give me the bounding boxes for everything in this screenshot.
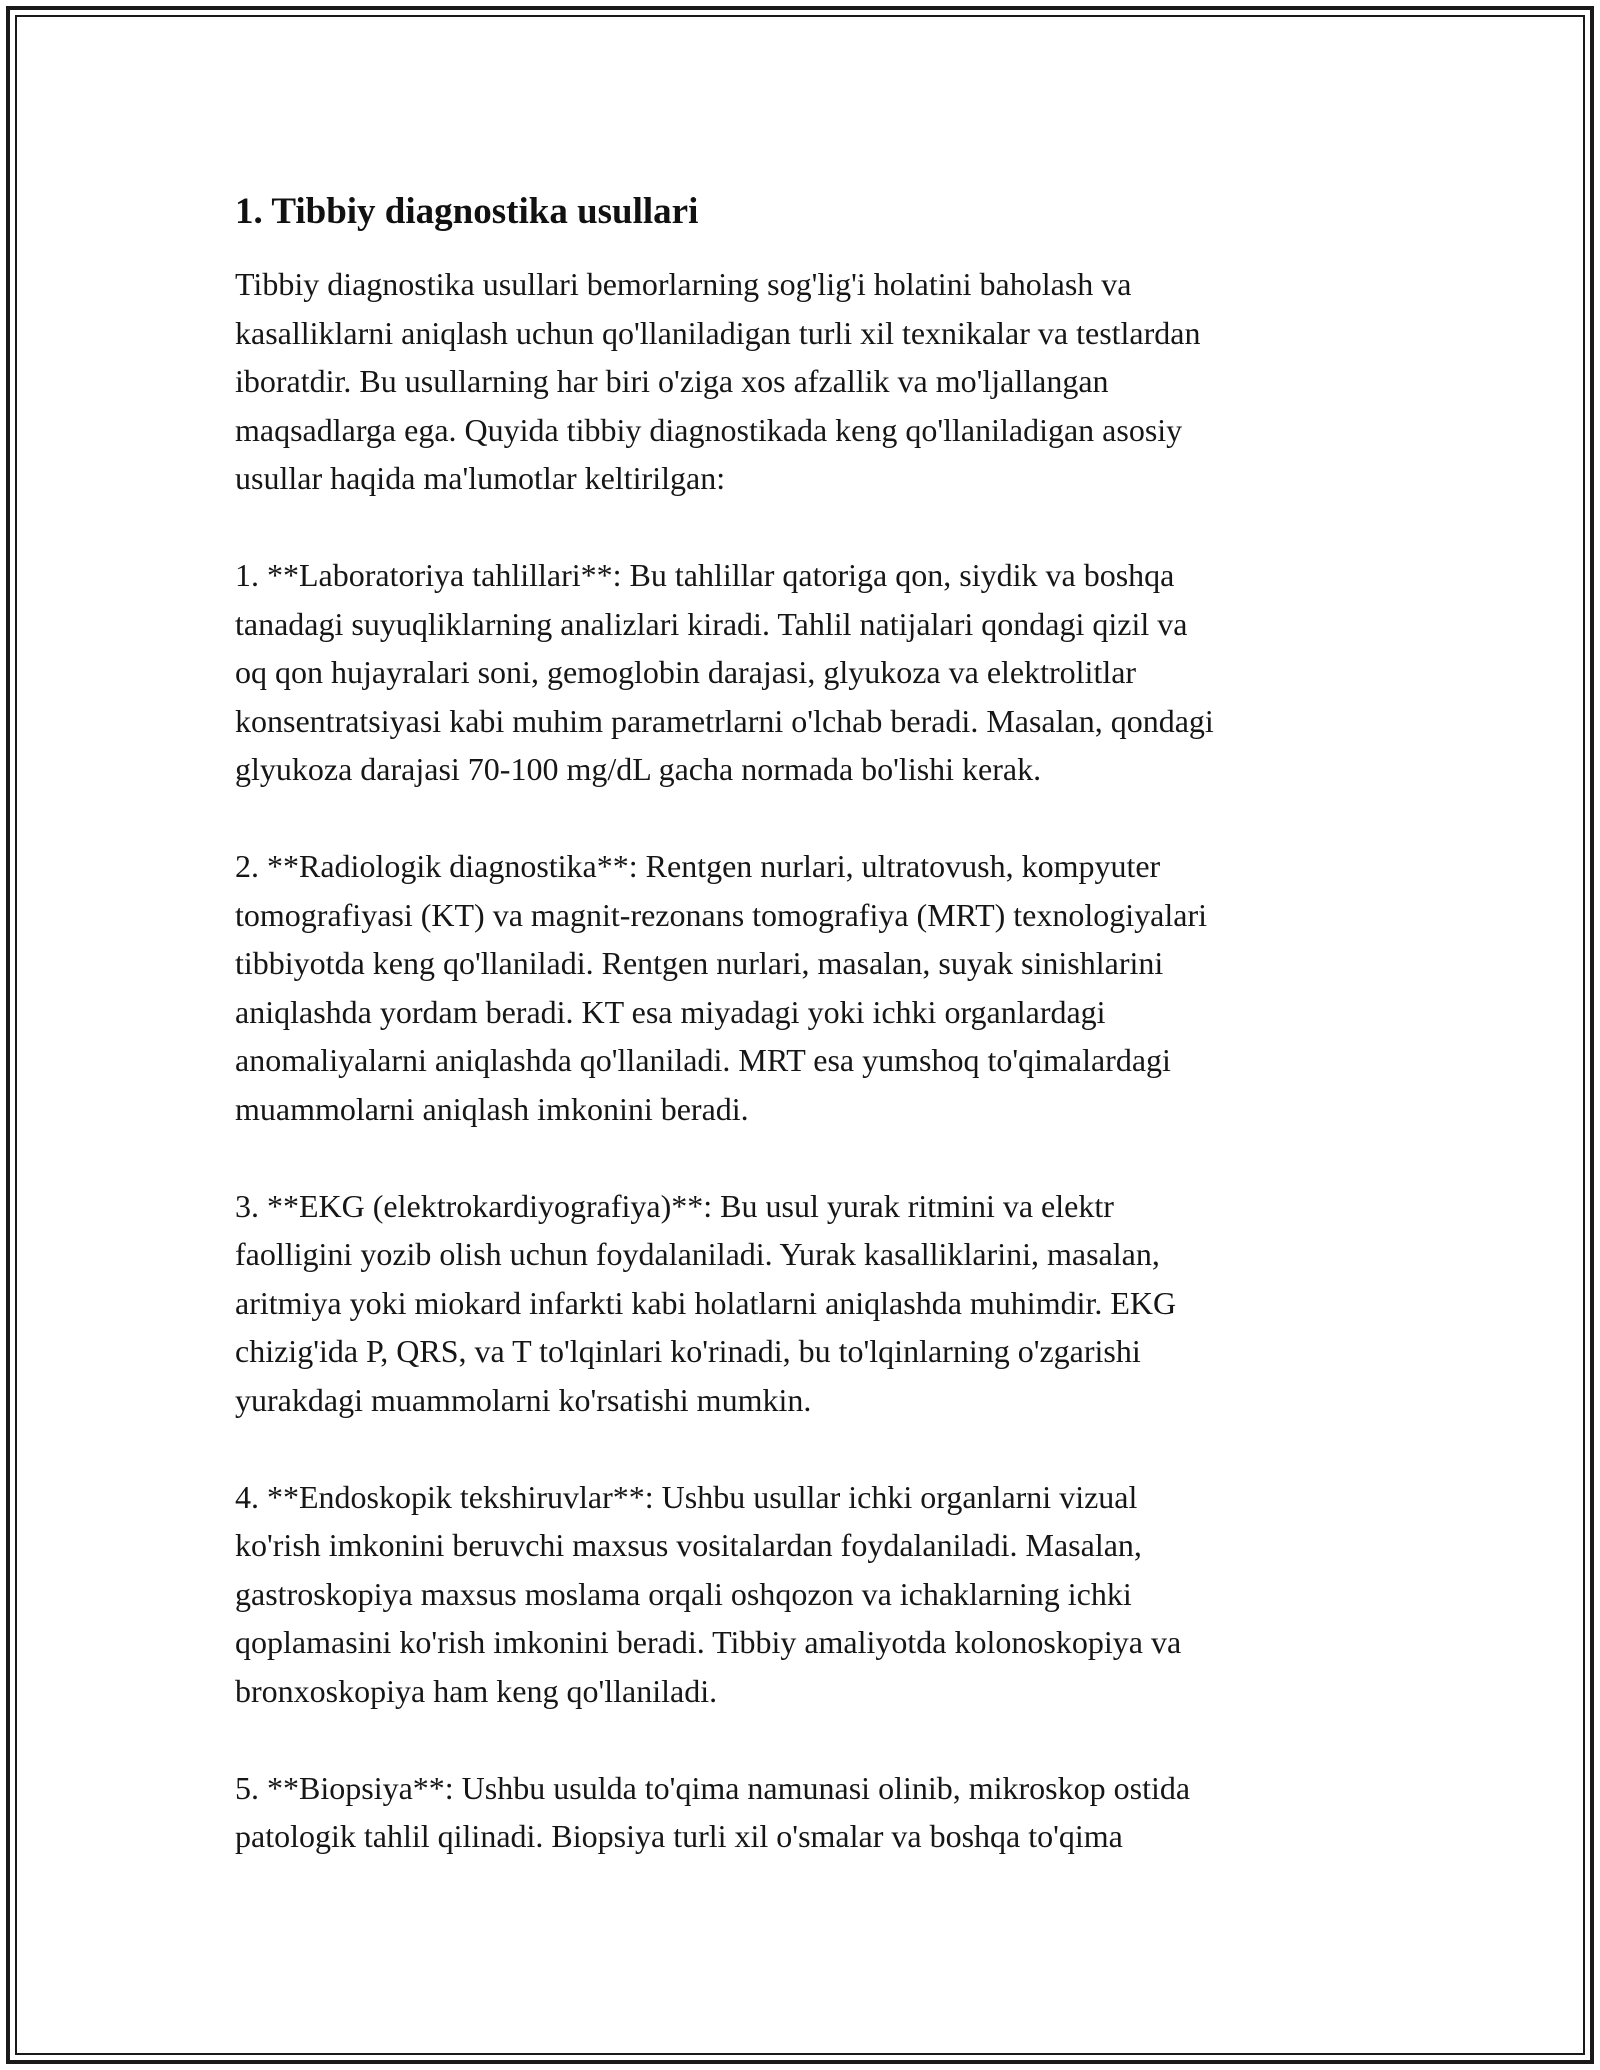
endoscopy-paragraph: 4. **Endoskopik tekshiruvlar**: Ushbu usullar ichki organlarni vizual ko'rish imkonini beruvchi maxsus vositalardan foydalaniladi. Masalan, gastroskopiya maxsus moslama orqali oshqozon va ichaklarning ichki qoplamasini ko'rish imkonini beradi. Tibbiy amaliyotda kolonoskopiya va bronxoskopiya ham keng qo'llaniladi. [235,1478,1182,1709]
ecg-paragraph: 3. **EKG (elektrokardiyografiya)**: Bu usul yurak ritmini va elektr faolligini yozib olish uchun foydalaniladi. Yurak kasalliklarini, masalan, aritmiya yoki miokard infarkti kabi holatlarni aniqlashda muhimdir. EKG chizig'ida P, QRS, va T to'lqinlari ko'rinadi, bu to'lqinlarning o'zgarishi yurakdagi muammolarni ko'rsatishi mumkin. [235,1187,1177,1418]
biopsy-paragraph: 5. **Biopsiya**: Ushbu usulda to'qima namunasi olinib, mikroskop ostida patologik tahlil qilinadi. Biopsiya turli xil o'smalar va boshqa to'qima [235,1769,1191,1854]
laboratory-tests-paragraph: 1. **Laboratoriya tahlillari**: Bu tahlillar qatoriga qon, siydik va boshqa tanadagi suyuqliklarning analizlari kiradi. Tahlil natijalari qondagi qizil va oq qon hujayralari soni, gemoglobin darajasi, glyukoza va elektrolitlar konsentratsiyasi kabi muhim parametrlarni o'lchab beradi. Masalan, qondagi glyukoza darajasi 70-100 mg/dL gacha normada bo'lishi kerak. [235,557,1214,787]
document-body [235,188,1380,1861]
intro-paragraph: Tibbiy diagnostika usullari bemorlarning sog'lig'i holatini baholash va kasalliklarni aniqlash uchun qo'llaniladigan turli xil texnikalar va testlardan iboratdir. Bu usullarning har biri o'ziga xos afzallik va mo'ljallangan maqsadlarga ega. Quyida tibbiy diagnostikada keng qo'llaniladigan asosiy usullar haqida ma'lumotlar keltirilgan: [235,266,1201,496]
document-heading: 1. Tibbiy diagnostika usullari [235,191,699,232]
radiology-paragraph: 2. **Radiologik diagnostika**: Rentgen nurlari, ultratovush, kompyuter tomografiyasi (KT) va magnit-rezonans tomografiya (MRT) texnologiyalari tibbiyotda keng qo'llaniladi. Rentgen nurlari, masalan, suyak sinishlarini aniqlashda yordam beradi. KT esa miyadagi yoki ichki organlardagi anomaliyalarni aniqlashda qo'llaniladi. MRT esa yumshoq to'qimalardagi muammolarni aniqlash imkonini beradi. [235,848,1207,1127]
